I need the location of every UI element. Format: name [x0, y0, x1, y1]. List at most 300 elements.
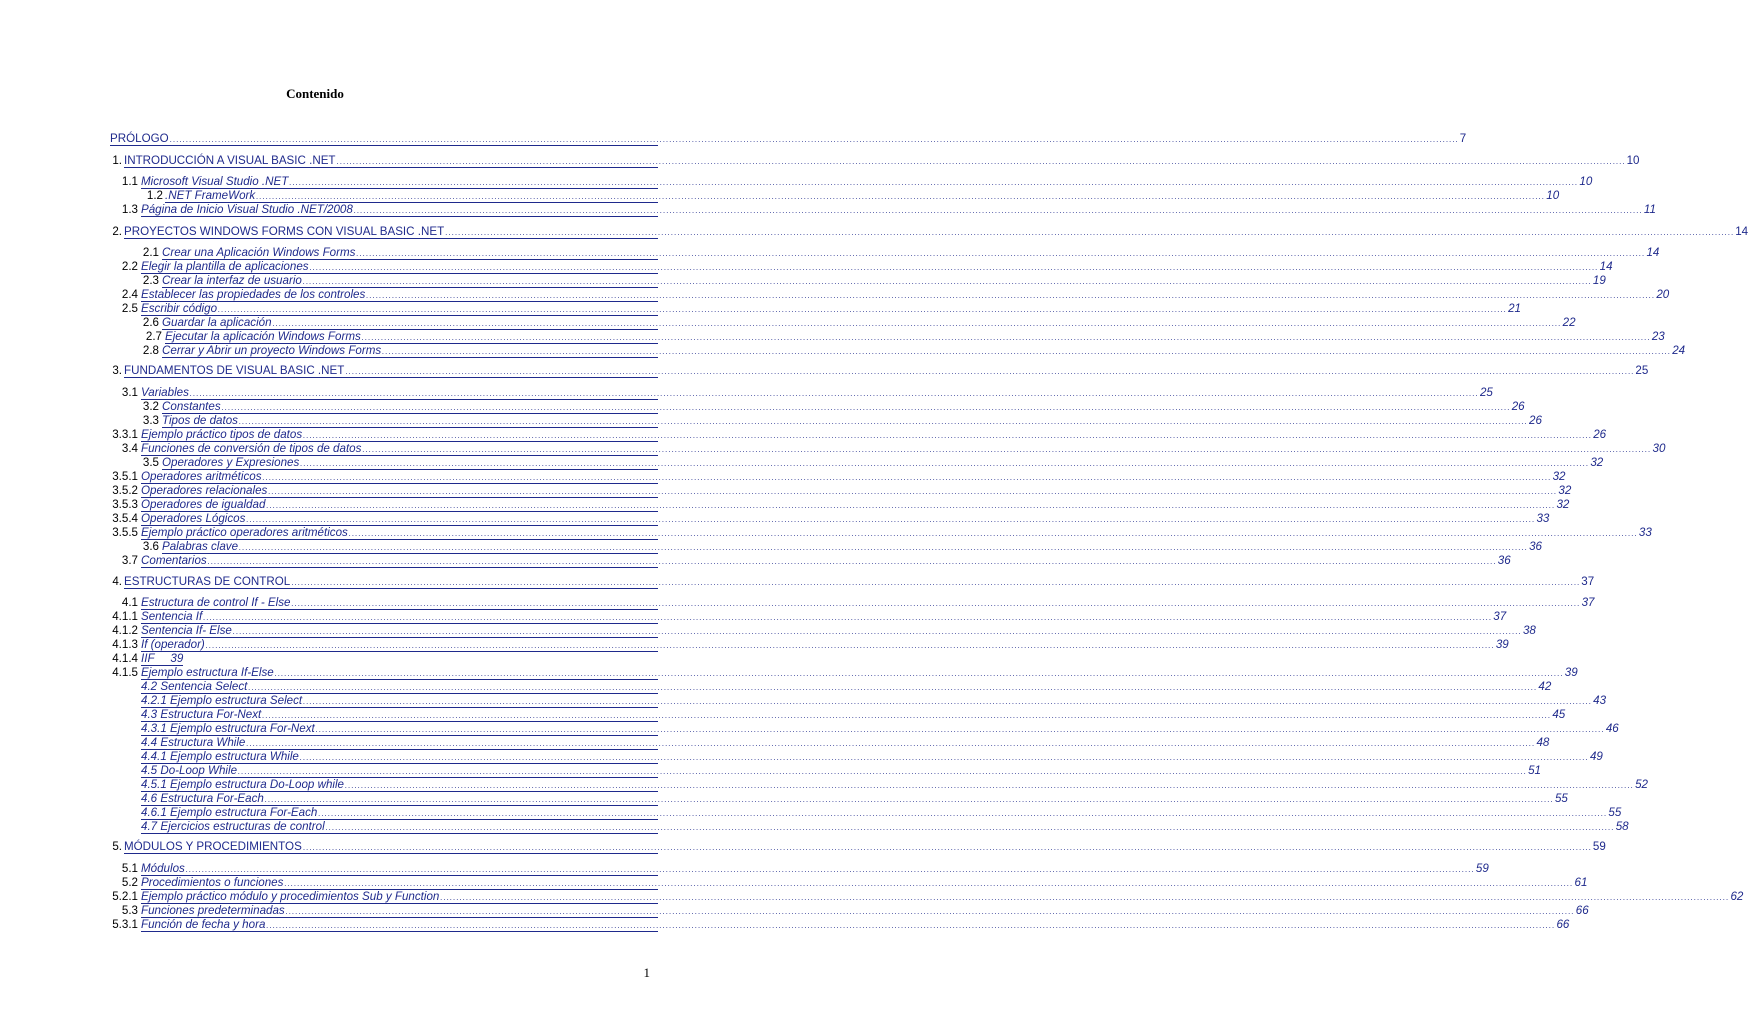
- toc-section-number: 5.1: [121, 862, 138, 875]
- toc-entry-title: Ejecutar la aplicación Windows Forms: [165, 330, 361, 343]
- toc-row: [0, 540, 1543, 554]
- toc-link[interactable]: [141, 596, 1595, 610]
- toc-page-number: 32: [1552, 470, 1566, 483]
- toc-row: [0, 512, 1550, 526]
- toc-page-number: 66: [1556, 918, 1570, 931]
- toc-dot-leader: ................................................................................................................................................................................................................................................................................................................................................................................................................: [291, 578, 1581, 587]
- toc-entry-title: Palabras clave: [162, 540, 239, 553]
- toc-page-number: 26: [1529, 414, 1542, 427]
- toc-entry-title: 4.7 Ejercicios estructuras de control: [141, 820, 325, 833]
- toc-page-number: 55: [1554, 792, 1568, 805]
- toc-dot-leader: ................................................................................................................................................................................................................................................................................................................................................................................................................: [239, 543, 1529, 552]
- toc-dot-leader: ................................................................................................................................................................................................................................................................................................................................................................................................................: [445, 228, 1735, 237]
- toc-dot-leader: ................................................................................................................................................................................................................................................................................................................................................................................................................: [266, 501, 1556, 510]
- toc-link[interactable]: [162, 316, 1576, 330]
- toc-entry-title: .NET FrameWork: [165, 189, 256, 202]
- toc-row: [0, 904, 1589, 918]
- toc-section-number: 3.3.1: [112, 428, 138, 441]
- toc-entry-title: 4.6 Estructura For-Each: [141, 792, 264, 805]
- toc-page-number: 26: [1593, 428, 1607, 441]
- toc-entry-title: 4.2 Sentencia Select: [141, 680, 248, 693]
- toc-dot-leader: ................................................................................................................................................................................................................................................................................................................................................................................................................: [169, 135, 1459, 144]
- toc-dot-leader: ................................................................................................................................................................................................................................................................................................................................................................................................................: [285, 907, 1575, 916]
- toc-row: [0, 400, 1525, 414]
- toc-row: [0, 764, 1541, 778]
- toc-link[interactable]: [162, 456, 1604, 470]
- toc-row: [0, 722, 1619, 736]
- toc-row: [0, 428, 1607, 442]
- toc-page-number: 24: [1672, 344, 1686, 357]
- toc-row: [0, 624, 1536, 638]
- toc-section-number: 3.7: [121, 554, 138, 567]
- toc-link[interactable]: [141, 792, 1568, 806]
- toc-dot-leader: ................................................................................................................................................................................................................................................................................................................................................................................................................: [221, 403, 1511, 412]
- toc-row: [0, 840, 1606, 854]
- toc-row: [0, 694, 1607, 708]
- toc-page-number: 26: [1511, 400, 1525, 413]
- toc-link[interactable]: [141, 203, 1656, 217]
- toc-section-number: 1.2: [146, 189, 163, 202]
- toc-page-number: 55: [1608, 806, 1622, 819]
- toc-link[interactable]: [141, 302, 1522, 316]
- toc-dot-leader: ................................................................................................................................................................................................................................................................................................................................................................................................................: [238, 417, 1529, 426]
- toc-section-number: 3.4: [121, 442, 138, 455]
- toc-entry-title: 4.5.1 Ejemplo estructura Do-Loop while: [141, 778, 344, 791]
- toc-row: [0, 820, 1629, 834]
- toc-section-number: 1.3: [121, 203, 138, 216]
- toc-dot-leader: ................................................................................................................................................................................................................................................................................................................................................................................................................: [325, 823, 1615, 832]
- toc-dot-leader: ................................................................................................................................................................................................................................................................................................................................................................................................................: [289, 178, 1579, 187]
- toc-dot-leader: ................................................................................................................................................................................................................................................................................................................................................................................................................: [299, 753, 1589, 762]
- toc-row: [0, 575, 1595, 589]
- toc-row: [0, 330, 1665, 344]
- toc-row: [0, 680, 1552, 694]
- toc-row: [0, 456, 1604, 470]
- toc-section-number: 2.7: [145, 330, 162, 343]
- toc-link[interactable]: [141, 820, 1629, 834]
- toc-entry-title: FUNDAMENTOS DE VISUAL BASIC .NET: [124, 364, 345, 377]
- toc-page-number: 25: [1479, 386, 1493, 399]
- toc-page-number: 33: [1536, 512, 1550, 525]
- toc-entry-title: INTRODUCCIÓN A VISUAL BASIC .NET: [124, 154, 336, 167]
- toc-entry-title: Procedimientos o funciones: [141, 876, 284, 889]
- toc-row: [0, 778, 1648, 792]
- toc-page-number: 52: [1635, 778, 1648, 791]
- toc-entry-title: Función de fecha y hora: [141, 918, 266, 931]
- toc-link[interactable]: [141, 694, 1607, 708]
- toc-section-number: 1.1: [121, 175, 138, 188]
- toc-dot-leader: ................................................................................................................................................................................................................................................................................................................................................................................................................: [268, 487, 1558, 496]
- toc-row: [0, 442, 1666, 456]
- toc-row: [0, 225, 1748, 239]
- toc-page-number: 45: [1552, 708, 1566, 721]
- toc-row: [0, 203, 1656, 217]
- toc-section-number: 3.: [112, 364, 122, 377]
- toc-dot-leader: ................................................................................................................................................................................................................................................................................................................................................................................................................: [291, 599, 1581, 608]
- toc-section-number: 4.1.3: [112, 638, 138, 651]
- toc-link[interactable]: [141, 680, 1552, 694]
- toc-entry-title: If (operador): [141, 638, 205, 651]
- toc-entry-title: MÓDULOS Y PROCEDIMIENTOS: [124, 840, 302, 853]
- toc-section-number: 5.3.1: [112, 918, 138, 931]
- toc-page-number: 14: [1735, 225, 1748, 238]
- toc-dot-leader: ................................................................................................................................................................................................................................................................................................................................................................................................................: [266, 921, 1556, 930]
- toc-entry-title: ESTRUCTURAS DE CONTROL: [124, 575, 291, 588]
- toc-dot-leader: ................................................................................................................................................................................................................................................................................................................................................................................................................: [238, 767, 1528, 776]
- toc-page-number: 42: [1538, 680, 1552, 693]
- toc-dot-leader: ................................................................................................................................................................................................................................................................................................................................................................................................................: [302, 843, 1592, 852]
- toc-row: [0, 876, 1588, 890]
- toc-dot-leader: ................................................................................................................................................................................................................................................................................................................................................................................................................: [274, 669, 1564, 678]
- toc-link[interactable]: [141, 778, 1648, 792]
- toc-row: [0, 484, 1572, 498]
- toc-dot-leader: ................................................................................................................................................................................................................................................................................................................................................................................................................: [262, 473, 1552, 482]
- toc-page-number: 25: [1635, 364, 1649, 377]
- toc-dot-leader: ................................................................................................................................................................................................................................................................................................................................................................................................................: [189, 389, 1479, 398]
- toc-link[interactable]: [124, 364, 1649, 378]
- toc-link[interactable]: [141, 904, 1589, 918]
- toc-section-number: 3.6: [142, 540, 159, 553]
- toc-page-number: 14: [1646, 246, 1660, 259]
- toc-section-number: 4.1: [121, 596, 138, 609]
- toc-section-number: 2.: [112, 225, 122, 238]
- toc-link[interactable]: [141, 666, 1578, 680]
- toc-section-number: 5.3: [121, 904, 138, 917]
- toc-section-number: 2.2: [121, 260, 138, 273]
- toc-dot-leader: ................................................................................................................................................................................................................................................................................................................................................................................................................: [382, 347, 1672, 356]
- toc-link[interactable]: [141, 806, 1622, 820]
- toc-row: [0, 792, 1568, 806]
- toc-entry-title: 4.6.1 Ejemplo estructura For-Each: [141, 806, 318, 819]
- toc-link[interactable]: [110, 132, 1467, 146]
- toc-section-number: 3.3: [142, 414, 159, 427]
- toc-entry-title: Estructura de control If - Else: [141, 596, 291, 609]
- toc-entry-title: Operadores de igualdad: [141, 498, 266, 511]
- toc-link[interactable]: [124, 225, 1748, 239]
- toc-page-number: 37: [1581, 575, 1595, 588]
- toc-entry-title: Operadores Lógicos: [141, 512, 246, 525]
- toc-row: [0, 708, 1566, 722]
- toc-row: [0, 498, 1570, 512]
- toc-entry-title: 4.2.1 Ejemplo estructura Select: [141, 694, 303, 707]
- page-number: 1: [643, 965, 650, 980]
- toc-section-number: 3.5: [142, 456, 159, 469]
- toc-page-number: 39: [1564, 666, 1578, 679]
- toc-entry-title: 4.4.1 Ejemplo estructura While: [141, 750, 299, 763]
- toc-dot-leader: ................................................................................................................................................................................................................................................................................................................................................................................................................: [440, 893, 1730, 902]
- toc-link[interactable]: [141, 890, 1744, 904]
- toc-section-number: 2.4: [121, 288, 138, 301]
- toc-page-number: 58: [1615, 820, 1629, 833]
- toc-dot-leader: ................................................................................................................................................................................................................................................................................................................................................................................................................: [284, 879, 1574, 888]
- toc-row: [0, 414, 1542, 428]
- toc-row: [0, 554, 1511, 568]
- toc-dot-leader: ................................................................................................................................................................................................................................................................................................................................................................................................................: [248, 683, 1538, 692]
- toc-dot-leader: ................................................................................................................................................................................................................................................................................................................................................................................................................: [315, 725, 1605, 734]
- toc-section-number: 4.1.2: [112, 624, 138, 637]
- toc-page-number: 43: [1593, 694, 1607, 707]
- toc-entry-title: 4.4 Estructura While: [141, 736, 246, 749]
- toc-page-number: 39: [1495, 638, 1509, 651]
- toc-entry-title: Funciones de conversión de tipos de datos: [141, 442, 362, 455]
- toc-entry-title: Operadores relacionales: [141, 484, 268, 497]
- toc-section-number: 5.: [112, 840, 122, 853]
- toc-dot-leader: ................................................................................................................................................................................................................................................................................................................................................................................................................: [303, 431, 1593, 440]
- toc-row: [0, 750, 1603, 764]
- toc-entry-title: 4.3 Estructura For-Next: [141, 708, 262, 721]
- toc-entry-title: Cerrar y Abrir un proyecto Windows Forms: [162, 344, 382, 357]
- toc-row: [0, 189, 1560, 203]
- toc-row: [0, 302, 1522, 316]
- toc-page-number: 22: [1562, 316, 1576, 329]
- toc-entry-title: Establecer las propiedades de los controles: [141, 288, 366, 301]
- toc-link[interactable]: [141, 554, 1511, 568]
- toc-link[interactable]: [141, 470, 1566, 484]
- toc-entry-title: Página de Inicio Visual Studio .NET/2008: [141, 203, 353, 216]
- toc-link[interactable]: [162, 344, 1686, 358]
- toc-section-number: 3.2: [142, 400, 159, 413]
- toc-dot-leader: ................................................................................................................................................................................................................................................................................................................................................................................................................: [356, 249, 1646, 258]
- toc-row: [0, 288, 1670, 302]
- toc-entry-title: Comentarios: [141, 554, 207, 567]
- toc-row: [0, 470, 1566, 484]
- toc-entry-title: Ejemplo estructura If-Else: [141, 666, 274, 679]
- toc-entry-title: PRÓLOGO: [110, 132, 169, 145]
- toc-link[interactable]: [162, 246, 1660, 260]
- toc-page-number: 36: [1529, 540, 1543, 553]
- toc-entry-title: Constantes: [162, 400, 221, 413]
- toc-row: [0, 260, 1613, 274]
- toc-dot-leader: ................................................................................................................................................................................................................................................................................................................................................................................................................: [203, 613, 1493, 622]
- toc-page-number: 14: [1599, 260, 1613, 273]
- toc-page-number: 37: [1581, 596, 1595, 609]
- toc-link[interactable]: [141, 764, 1541, 778]
- toc-page-number: 66: [1575, 904, 1589, 917]
- toc-page-number: 37: [1493, 610, 1507, 623]
- toc-entry-title: PROYECTOS WINDOWS FORMS CON VISUAL BASIC .NET: [124, 225, 445, 238]
- toc-row: [0, 806, 1622, 820]
- toc-section-number: 5.2.1: [112, 890, 138, 903]
- toc-entry-title: Escribir código: [141, 302, 218, 315]
- toc-page-number: 21: [1508, 302, 1522, 315]
- toc-row: [0, 132, 1467, 146]
- toc-entry-title: Sentencia If- Else: [141, 624, 232, 637]
- toc-row: [0, 596, 1595, 610]
- toc-page-number: 46: [1605, 722, 1619, 735]
- toc-link[interactable]: [162, 540, 1543, 554]
- toc-section-number: 3.5.1: [112, 470, 138, 483]
- toc-entry-title: Crear una Aplicación Windows Forms: [162, 246, 356, 259]
- toc-section-number: 3.5.3: [112, 498, 138, 511]
- toc-section-number: 2.1: [142, 246, 159, 259]
- toc-link[interactable]: [141, 708, 1566, 722]
- toc-row: [0, 610, 1507, 624]
- toc-page-number: 10: [1579, 175, 1593, 188]
- toc-row: [0, 862, 1489, 876]
- toc-section-number: 4.: [112, 575, 122, 588]
- toc-link[interactable]: [141, 442, 1666, 456]
- toc-link[interactable]: [141, 498, 1570, 512]
- toc-link[interactable]: [141, 484, 1572, 498]
- toc-entry-title: Variables: [141, 386, 189, 399]
- toc-dot-leader: ................................................................................................................................................................................................................................................................................................................................................................................................................: [218, 305, 1508, 314]
- toc-page-number: 7: [1459, 132, 1467, 145]
- toc-link[interactable]: [165, 189, 1560, 203]
- toc-link[interactable]: [124, 575, 1595, 589]
- toc-dot-leader: ................................................................................................................................................................................................................................................................................................................................................................................................................: [246, 739, 1536, 748]
- toc-dot-leader: ................................................................................................................................................................................................................................................................................................................................................................................................................: [348, 529, 1638, 538]
- toc-page-number: 32: [1590, 456, 1604, 469]
- toc-row: [0, 918, 1570, 932]
- toc-page-number: 51: [1528, 764, 1541, 777]
- toc-link[interactable]: [141, 260, 1613, 274]
- toc-page-number: 10: [1626, 154, 1640, 167]
- toc-section-number: 2.3: [142, 274, 159, 287]
- toc-dot-leader: ................................................................................................................................................................................................................................................................................................................................................................................................................: [353, 206, 1643, 215]
- toc-row: [0, 344, 1686, 358]
- toc-row: [0, 638, 1509, 652]
- toc-page-number: 62: [1730, 890, 1744, 903]
- toc-link[interactable]: [141, 918, 1570, 932]
- toc-link[interactable]: [141, 288, 1670, 302]
- toc-entry-title: Funciones predeterminadas: [141, 904, 285, 917]
- toc-dot-leader: ................................................................................................................................................................................................................................................................................................................................................................................................................: [361, 333, 1651, 342]
- toc-row: [0, 386, 1493, 400]
- toc-section-number: 2.8: [142, 344, 159, 357]
- toc-page-number: 30: [1652, 442, 1666, 455]
- toc-entry-title: 4.3.1 Ejemplo estructura For-Next: [141, 722, 315, 735]
- toc-link[interactable]: [141, 386, 1493, 400]
- toc-link[interactable]: [141, 526, 1652, 540]
- toc-page-number: 59: [1592, 840, 1606, 853]
- toc-link[interactable]: [162, 400, 1525, 414]
- toc-row: [0, 666, 1578, 680]
- toc-link[interactable]: [141, 722, 1619, 736]
- toc-dot-leader: ................................................................................................................................................................................................................................................................................................................................................................................................................: [345, 781, 1635, 790]
- toc-page-number: 61: [1574, 876, 1588, 889]
- toc-row: [0, 736, 1550, 750]
- toc-page-number: 32: [1556, 498, 1570, 511]
- toc-entry-title: Ejemplo práctico tipos de datos: [141, 428, 303, 441]
- toc-section-number: 2.6: [142, 316, 159, 329]
- toc-dot-leader: ................................................................................................................................................................................................................................................................................................................................................................................................................: [246, 515, 1536, 524]
- toc-link[interactable]: [141, 512, 1550, 526]
- toc-link[interactable]: [141, 652, 183, 666]
- toc-dot-leader: ................................................................................................................................................................................................................................................................................................................................................................................................................: [318, 809, 1608, 818]
- toc-link[interactable]: [141, 750, 1603, 764]
- toc-section-number: 4.1.1: [112, 610, 138, 623]
- toc-entry-title: Crear la interfaz de usuario: [162, 274, 302, 287]
- toc-link[interactable]: [141, 175, 1593, 189]
- toc-dot-leader: ................................................................................................................................................................................................................................................................................................................................................................................................................: [232, 627, 1522, 636]
- toc-entry-title: Operadores aritméticos: [141, 470, 262, 483]
- toc-row: [0, 246, 1660, 260]
- toc-entry-title: Ejemplo práctico operadores aritméticos: [141, 526, 348, 539]
- toc-dot-leader: ................................................................................................................................................................................................................................................................................................................................................................................................................: [362, 445, 1652, 454]
- toc-dot-leader: ................................................................................................................................................................................................................................................................................................................................................................................................................: [302, 277, 1592, 286]
- toc-page-number: 11: [1643, 203, 1656, 216]
- toc-page-number: 36: [1497, 554, 1511, 567]
- toc-dot-leader: ................................................................................................................................................................................................................................................................................................................................................................................................................: [262, 711, 1552, 720]
- toc-dot-leader: ................................................................................................................................................................................................................................................................................................................................................................................................................: [300, 459, 1590, 468]
- toc-link[interactable]: [141, 876, 1588, 890]
- toc-link[interactable]: [124, 154, 1640, 168]
- toc-link[interactable]: [141, 624, 1536, 638]
- toc-dot-leader: ................................................................................................................................................................................................................................................................................................................................................................................................................: [366, 291, 1656, 300]
- page-title: Contenido: [286, 86, 344, 101]
- toc-link[interactable]: [141, 862, 1489, 876]
- toc-link[interactable]: [162, 274, 1606, 288]
- toc-section-number: 3.1: [121, 386, 138, 399]
- toc-link[interactable]: [162, 414, 1542, 428]
- toc-dot-leader: ................................................................................................................................................................................................................................................................................................................................................................................................................: [207, 557, 1497, 566]
- toc-section-number: 5.2: [121, 876, 138, 889]
- toc-dot-leader: ................................................................................................................................................................................................................................................................................................................................................................................................................: [185, 865, 1475, 874]
- toc-dot-leader: ................................................................................................................................................................................................................................................................................................................................................................................................................: [303, 697, 1593, 706]
- toc-row: [0, 652, 768, 666]
- toc-section-number: 2.5: [121, 302, 138, 315]
- toc-dot-leader: ................................................................................................................................................................................................................................................................................................................................................................................................................: [205, 641, 1495, 650]
- toc-row: [0, 175, 1593, 189]
- toc-section-number: 3.5.4: [112, 512, 138, 525]
- toc-page-number: 59: [1475, 862, 1489, 875]
- toc-entry-title: Tipos de datos: [162, 414, 238, 427]
- toc-dot-leader: ................................................................................................................................................................................................................................................................................................................................................................................................................: [272, 319, 1562, 328]
- toc-entry-title: 4.5 Do-Loop While: [141, 764, 238, 777]
- toc-section-number: 3.5.5: [112, 526, 138, 539]
- toc-entry-title: Operadores y Expresiones: [162, 456, 300, 469]
- toc-entry-title: IIF 39: [141, 652, 184, 665]
- toc-link[interactable]: [124, 840, 1606, 854]
- toc-page-number: 20: [1656, 288, 1670, 301]
- toc-link[interactable]: [141, 638, 1509, 652]
- toc-entry-title: Ejemplo práctico módulo y procedimientos Sub y Function: [141, 890, 440, 903]
- toc-page-number: 33: [1638, 526, 1652, 539]
- toc-row: [0, 526, 1652, 540]
- toc-dot-leader: ................................................................................................................................................................................................................................................................................................................................................................................................................: [336, 157, 1626, 166]
- toc-link[interactable]: [165, 330, 1665, 344]
- toc-page-number: 10: [1546, 189, 1560, 202]
- toc-dot-leader: ................................................................................................................................................................................................................................................................................................................................................................................................................: [264, 795, 1554, 804]
- toc-page-number: 23: [1651, 330, 1665, 343]
- toc-page-number: 48: [1536, 736, 1550, 749]
- toc-link[interactable]: [141, 610, 1507, 624]
- toc-link[interactable]: [141, 736, 1550, 750]
- toc-entry-title: Guardar la aplicación: [162, 316, 272, 329]
- toc-section-number: 4.1.4: [112, 652, 138, 665]
- toc-section-number: 3.5.2: [112, 484, 138, 497]
- toc-row: [0, 364, 1649, 378]
- toc-section-number: 4.1.5: [112, 666, 138, 679]
- toc-section-number: 1.: [112, 154, 122, 167]
- toc-page-number: 19: [1592, 274, 1606, 287]
- toc-dot-leader: ................................................................................................................................................................................................................................................................................................................................................................................................................: [309, 263, 1599, 272]
- toc-row: [0, 316, 1576, 330]
- toc-row: [0, 890, 1744, 904]
- toc-row: [0, 274, 1606, 288]
- toc-entry-title: Módulos: [141, 862, 185, 875]
- toc-row: [0, 154, 1640, 168]
- toc-page-number: 38: [1522, 624, 1536, 637]
- toc-entry-title: Sentencia If: [141, 610, 203, 623]
- toc-dot-leader: ................................................................................................................................................................................................................................................................................................................................................................................................................: [256, 192, 1546, 201]
- toc-page-number: 49: [1589, 750, 1603, 763]
- toc-entry-title: Microsoft Visual Studio .NET: [141, 175, 289, 188]
- toc-link[interactable]: [141, 428, 1607, 442]
- toc-page-number: 32: [1558, 484, 1572, 497]
- toc-entry-title: Elegir la plantilla de aplicaciones: [141, 260, 309, 273]
- toc-dot-leader: ................................................................................................................................................................................................................................................................................................................................................................................................................: [345, 367, 1635, 376]
